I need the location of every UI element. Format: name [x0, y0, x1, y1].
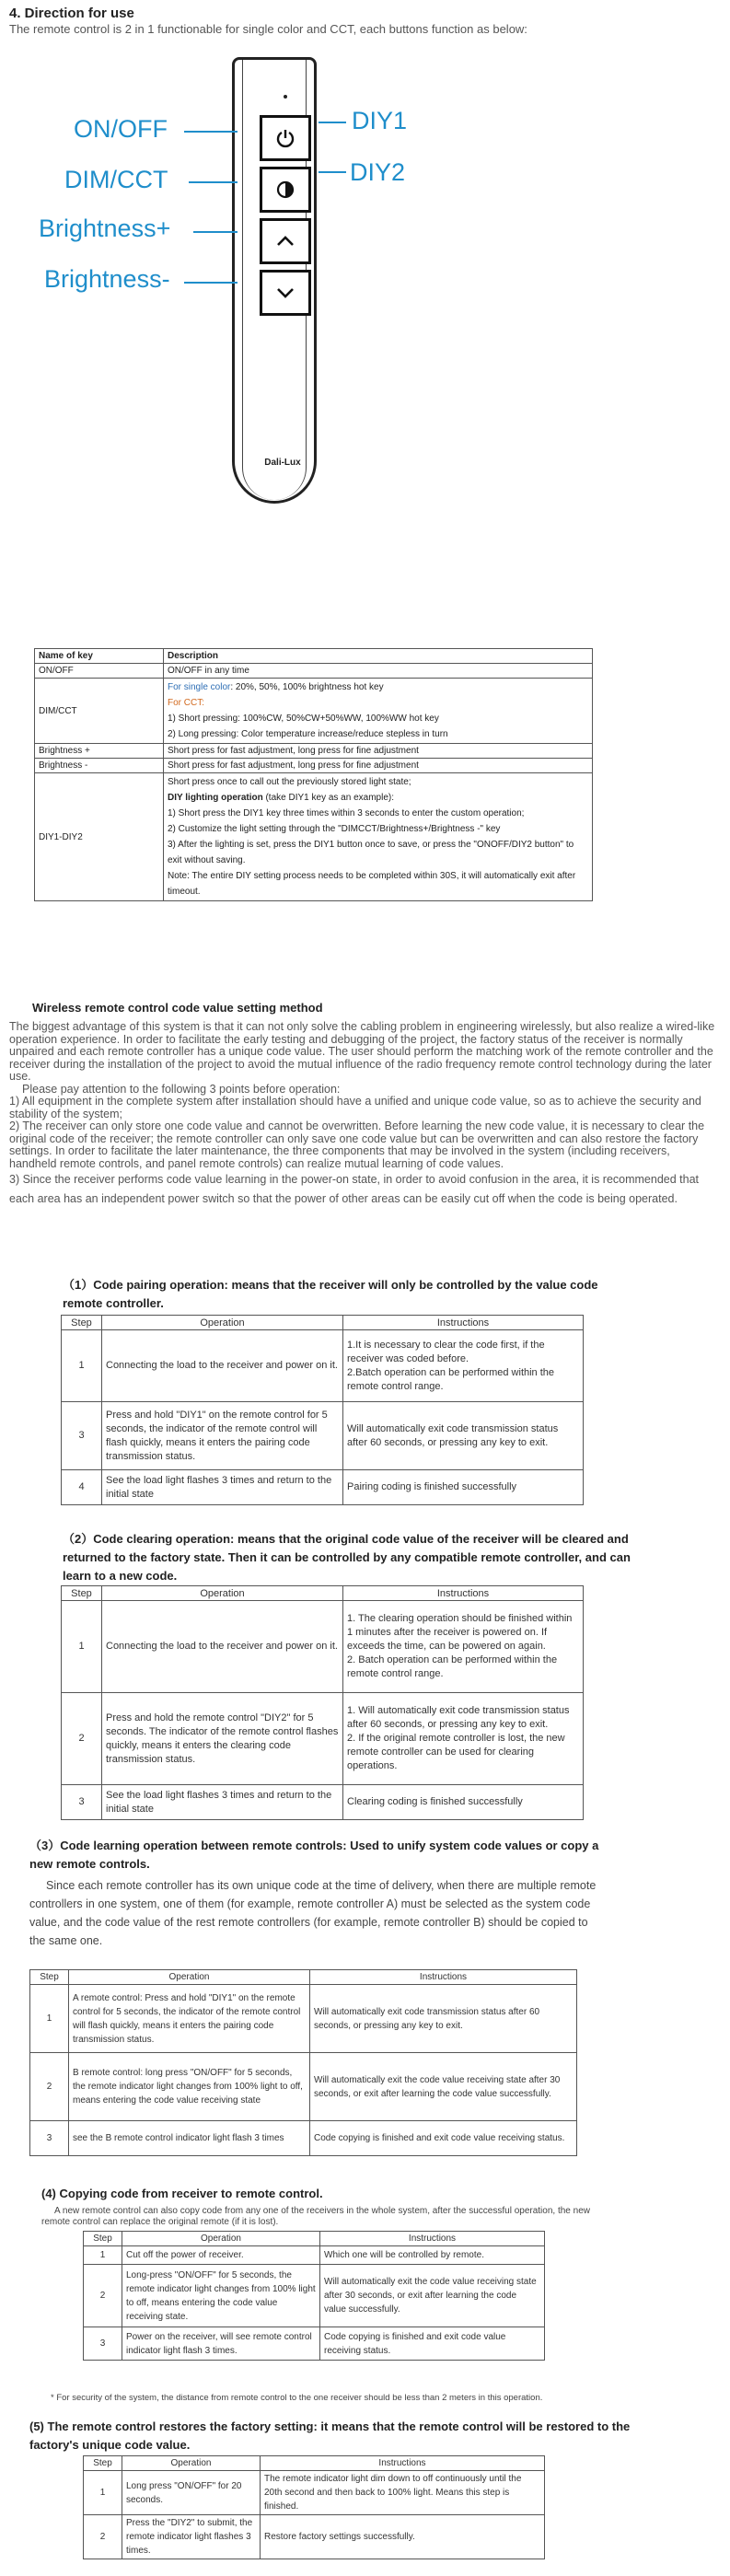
label-dimcct: DIM/CCT: [64, 166, 168, 193]
leader-line: [319, 171, 346, 173]
key-desc: Short press once to call out the previously stored light state; DIY lighting operation (take DIY1 key as an example): 1) Short press the DIY1 key three times within 3 seconds to enter the custom operation; 2) Customize the light setting through the "DIMCCT/Brightness+/Brightness -" key 3) After the lighting is set, press the DIY1 button once to save, or press the "ONOFF/DIY2 button" to exit without saving. Note: The entire DIY setting process needs to be completed within 30S, it will automatically exit after timeout.: [164, 773, 593, 901]
learning-intro: Since each remote controller has its own unique code at the time of delivery, when there are multiple remote controllers in one system, one of them (for example, remote controller A) must be selected as the system code value, and the code value of the rest remote controllers (for example, remote controller B) should be copied to the same one.: [29, 1879, 597, 1947]
brand-logo: Dali-Lux: [264, 458, 301, 468]
table-row: 1 Connecting the load to the receiver and power on it. 1.It is necessary to clear the code first, if the receiver was coded before. 2.Batch operation can be performed within the remote control range.: [62, 1330, 584, 1402]
key-name: ON/OFF: [35, 664, 164, 679]
table-header: Instructions: [261, 2456, 545, 2471]
label-diy1: DIY1: [352, 107, 408, 134]
table-header: Step: [84, 2456, 122, 2471]
factory-reset-table: [83, 2455, 545, 2559]
table-row: 2 Press the "DIY2" to submit, the remote indicator light flashes 3 times. Restore factory settings successfully.: [84, 2515, 545, 2559]
table-header: Step: [62, 1316, 102, 1330]
leader-line: [189, 181, 238, 183]
indicator-led: [284, 95, 287, 99]
table-row: 3 Press and hold "DIY1" on the remote control for 5 seconds, the indicator of the remote control will flash quickly, means it enters the pairing code transmission status. Will automatically exit code transmission status after 60 seconds, or pressing any key to exit.: [62, 1402, 584, 1470]
table-header: Operation: [102, 1586, 343, 1601]
key-desc: Short press for fast adjustment, long press for fine adjustment: [164, 759, 593, 773]
table-row: 3 Power on the receiver, will see remote control indicator light flash 3 times. Code copying is finished and exit code value receiving status.: [84, 2327, 545, 2361]
leader-line: [184, 282, 238, 284]
key-desc: For single color: 20%, 50%, 100% brightness hot key For CCT: 1) Short pressing: 100%CW, 50%CW+50%WW, 100%WW hot key 2) Long pressing: Color temperature increase/reduce stepless in turn: [164, 679, 593, 744]
table-row: 2 Long-press "ON/OFF" for 5 seconds, the remote indicator light changes from 100% light to off, means entering the code value receiving state. Will automatically exit the code value receiving state after 30 seconds, or exit after learning the code value successfully.: [84, 2265, 545, 2327]
table-header: Instructions: [310, 1970, 577, 1985]
table-row: 1 Long press "ON/OFF" for 20 seconds. The remote indicator light dim down to off continuously until the 20th second and then back to 100% light. Means this step is finished.: [84, 2471, 545, 2515]
chevron-down-icon: [275, 286, 295, 299]
clearing-table: [61, 1585, 584, 1820]
pairing-title: （1）Code pairing operation: means that the receiver will only be controlled by the value code remote controller.: [63, 1278, 598, 1310]
wireless-title: Wireless remote control code value setting method: [32, 1001, 323, 1015]
table-header: Operation: [122, 2456, 261, 2471]
copy-receiver-intro: A new remote control can also copy code from any one of the receivers in the whole system, after the successful operation, the new remote control can replace the original remote (if it is lost).: [41, 2206, 590, 2227]
copy-receiver-table: [83, 2231, 545, 2361]
table-header: Description: [164, 649, 593, 664]
table-header: Name of key: [35, 649, 164, 664]
leader-line: [184, 131, 238, 133]
key-name: DIM/CCT: [35, 679, 164, 744]
key-function-table: [34, 648, 593, 901]
key-desc: ON/OFF in any time: [164, 664, 593, 679]
table-row: 1 Connecting the load to the receiver and power on it. 1. The clearing operation should be finished within 1 minutes after the receiver is powered on. If exceeds the time, can be powered on again. 2. Batch operation can be performed within the remote control range.: [62, 1601, 584, 1693]
table-row: 2 B remote control: long press "ON/OFF" for 5 seconds, the remote indicator light changes from 100% light to off, means entering the code value receiving state Will automatically exit the code value receiving state after 30 seconds, or exit after learning the code value successfully.: [30, 2053, 577, 2121]
factory-reset-title: (5) The remote control restores the factory setting: it means that the remote control will be restored to the factory's unique code value.: [29, 2419, 631, 2452]
table-header: Operation: [102, 1316, 343, 1330]
table-header: Operation: [122, 2232, 320, 2246]
key-name: Brightness -: [35, 759, 164, 773]
label-brightness-plus: Brightness+: [39, 215, 171, 242]
table-header: Instructions: [343, 1316, 584, 1330]
table-row: 3 see the B remote control indicator light flash 3 times Code copying is finished and exit code value receiving status.: [30, 2121, 577, 2156]
wireless-paragraph: The biggest advantage of this system is that it can not only solve the cabling problem in engineering wirelessly, but also realize a wired-like operation experience. In order to facilitate the early testing and debugging of the project, the factory status of the receiver is normally unpaired and each remote controller has a unique code value. The user should perform the matching work of the remote controller and the receiver during the installation of the project to avoid the mutual influence of the radio frequency remote control technology during the later use. Please pay attention to the following 3 points before operation: 1) All equipment in the complete system after installation should have a unified and unique code value, so as to achieve the security and stability of the system; 2) The receiver can only store one code value and cannot be overwritten. Before learning the new code value, it is necessary to clear the original code of the receiver; the remote controller can only save one code value but can be overwritten and can also restore the factory settings. In order to facilitate the later maintenance, the three components that may be involved in the system (including receivers, handheld remote controls, and panel remote controls) can realize mutual learning of code values. 3) Since the receiver performs code value learning in the power-on state, in order to avoid confusion in the area, it is recommended that each area has an independent power switch so that the power of other areas can be easily cut off when the code is being operated.: [9, 1020, 715, 1205]
label-diy2: DIY2: [350, 158, 406, 186]
learning-title: （3）Code learning operation between remote controls: Used to unify system code values or copy a new remote controls.: [29, 1839, 599, 1871]
key-name: Brightness +: [35, 744, 164, 759]
key-name: DIY1-DIY2: [35, 773, 164, 901]
chevron-up-icon: [275, 235, 295, 248]
power-icon: [275, 128, 295, 148]
remote-body: [232, 57, 317, 504]
table-header: Step: [84, 2232, 122, 2246]
copy-receiver-title: (4) Copying code from receiver to remote control.: [41, 2187, 323, 2200]
table-header: Step: [30, 1970, 69, 1985]
table-row: 1 A remote control: Press and hold "DIY1" on the remote control for 5 seconds, the indicator of the remote control will flash quickly, means it enters the pairing code transmission status. Will automatically exit code transmission status after 60 seconds, or pressing any key to exit.: [30, 1985, 577, 2053]
half-circle-icon: [275, 180, 295, 200]
leader-line: [193, 231, 238, 233]
copy-receiver-note: * For security of the system, the distance from remote control to the one receiver should be less than 2 meters in this operation.: [51, 2393, 543, 2403]
brightness-down-button: [260, 270, 311, 316]
leader-line: [319, 122, 346, 123]
table-row: 1 Cut off the power of receiver. Which one will be controlled by remote.: [84, 2246, 545, 2265]
table-row: 4 See the load light flashes 3 times and return to the initial state Pairing coding is finished successfully: [62, 1470, 584, 1505]
section-heading: 4. Direction for use: [9, 6, 134, 21]
intro-text: The remote control is 2 in 1 functionable for single color and CCT, each buttons function as below:: [9, 22, 527, 36]
pairing-table: [61, 1315, 584, 1505]
brightness-up-button: [260, 218, 311, 264]
table-header: Instructions: [320, 2232, 545, 2246]
table-header: Instructions: [343, 1586, 584, 1601]
table-row: 2 Press and hold the remote control "DIY2" for 5 seconds. The indicator of the remote control flashes quickly, means it enters the clearing code transmission status. 1. Will automatically exit code transmission status after 60 seconds, or pressing any key to exit. 2. If the original remote controller is lost, the new remote controller can be used for clearing operations.: [62, 1693, 584, 1785]
table-header: Step: [62, 1586, 102, 1601]
table-row: 3 See the load light flashes 3 times and return to the initial state Clearing coding is finished successfully: [62, 1785, 584, 1820]
table-header: Operation: [69, 1970, 310, 1985]
learning-table: [29, 1969, 577, 2156]
remote-illustration: [0, 46, 730, 506]
key-desc: Short press for fast adjustment, long press for fine adjustment: [164, 744, 593, 759]
dimcct-button: [260, 167, 311, 213]
onoff-button: [260, 115, 311, 161]
label-onoff: ON/OFF: [74, 115, 168, 143]
clearing-title: （2）Code clearing operation: means that the original code value of the receiver will be cleared and returned to the factory state. Then it can be controlled by any compatible remote controller, and can learn to a new code.: [63, 1532, 631, 1583]
label-brightness-minus: Brightness-: [44, 265, 170, 293]
